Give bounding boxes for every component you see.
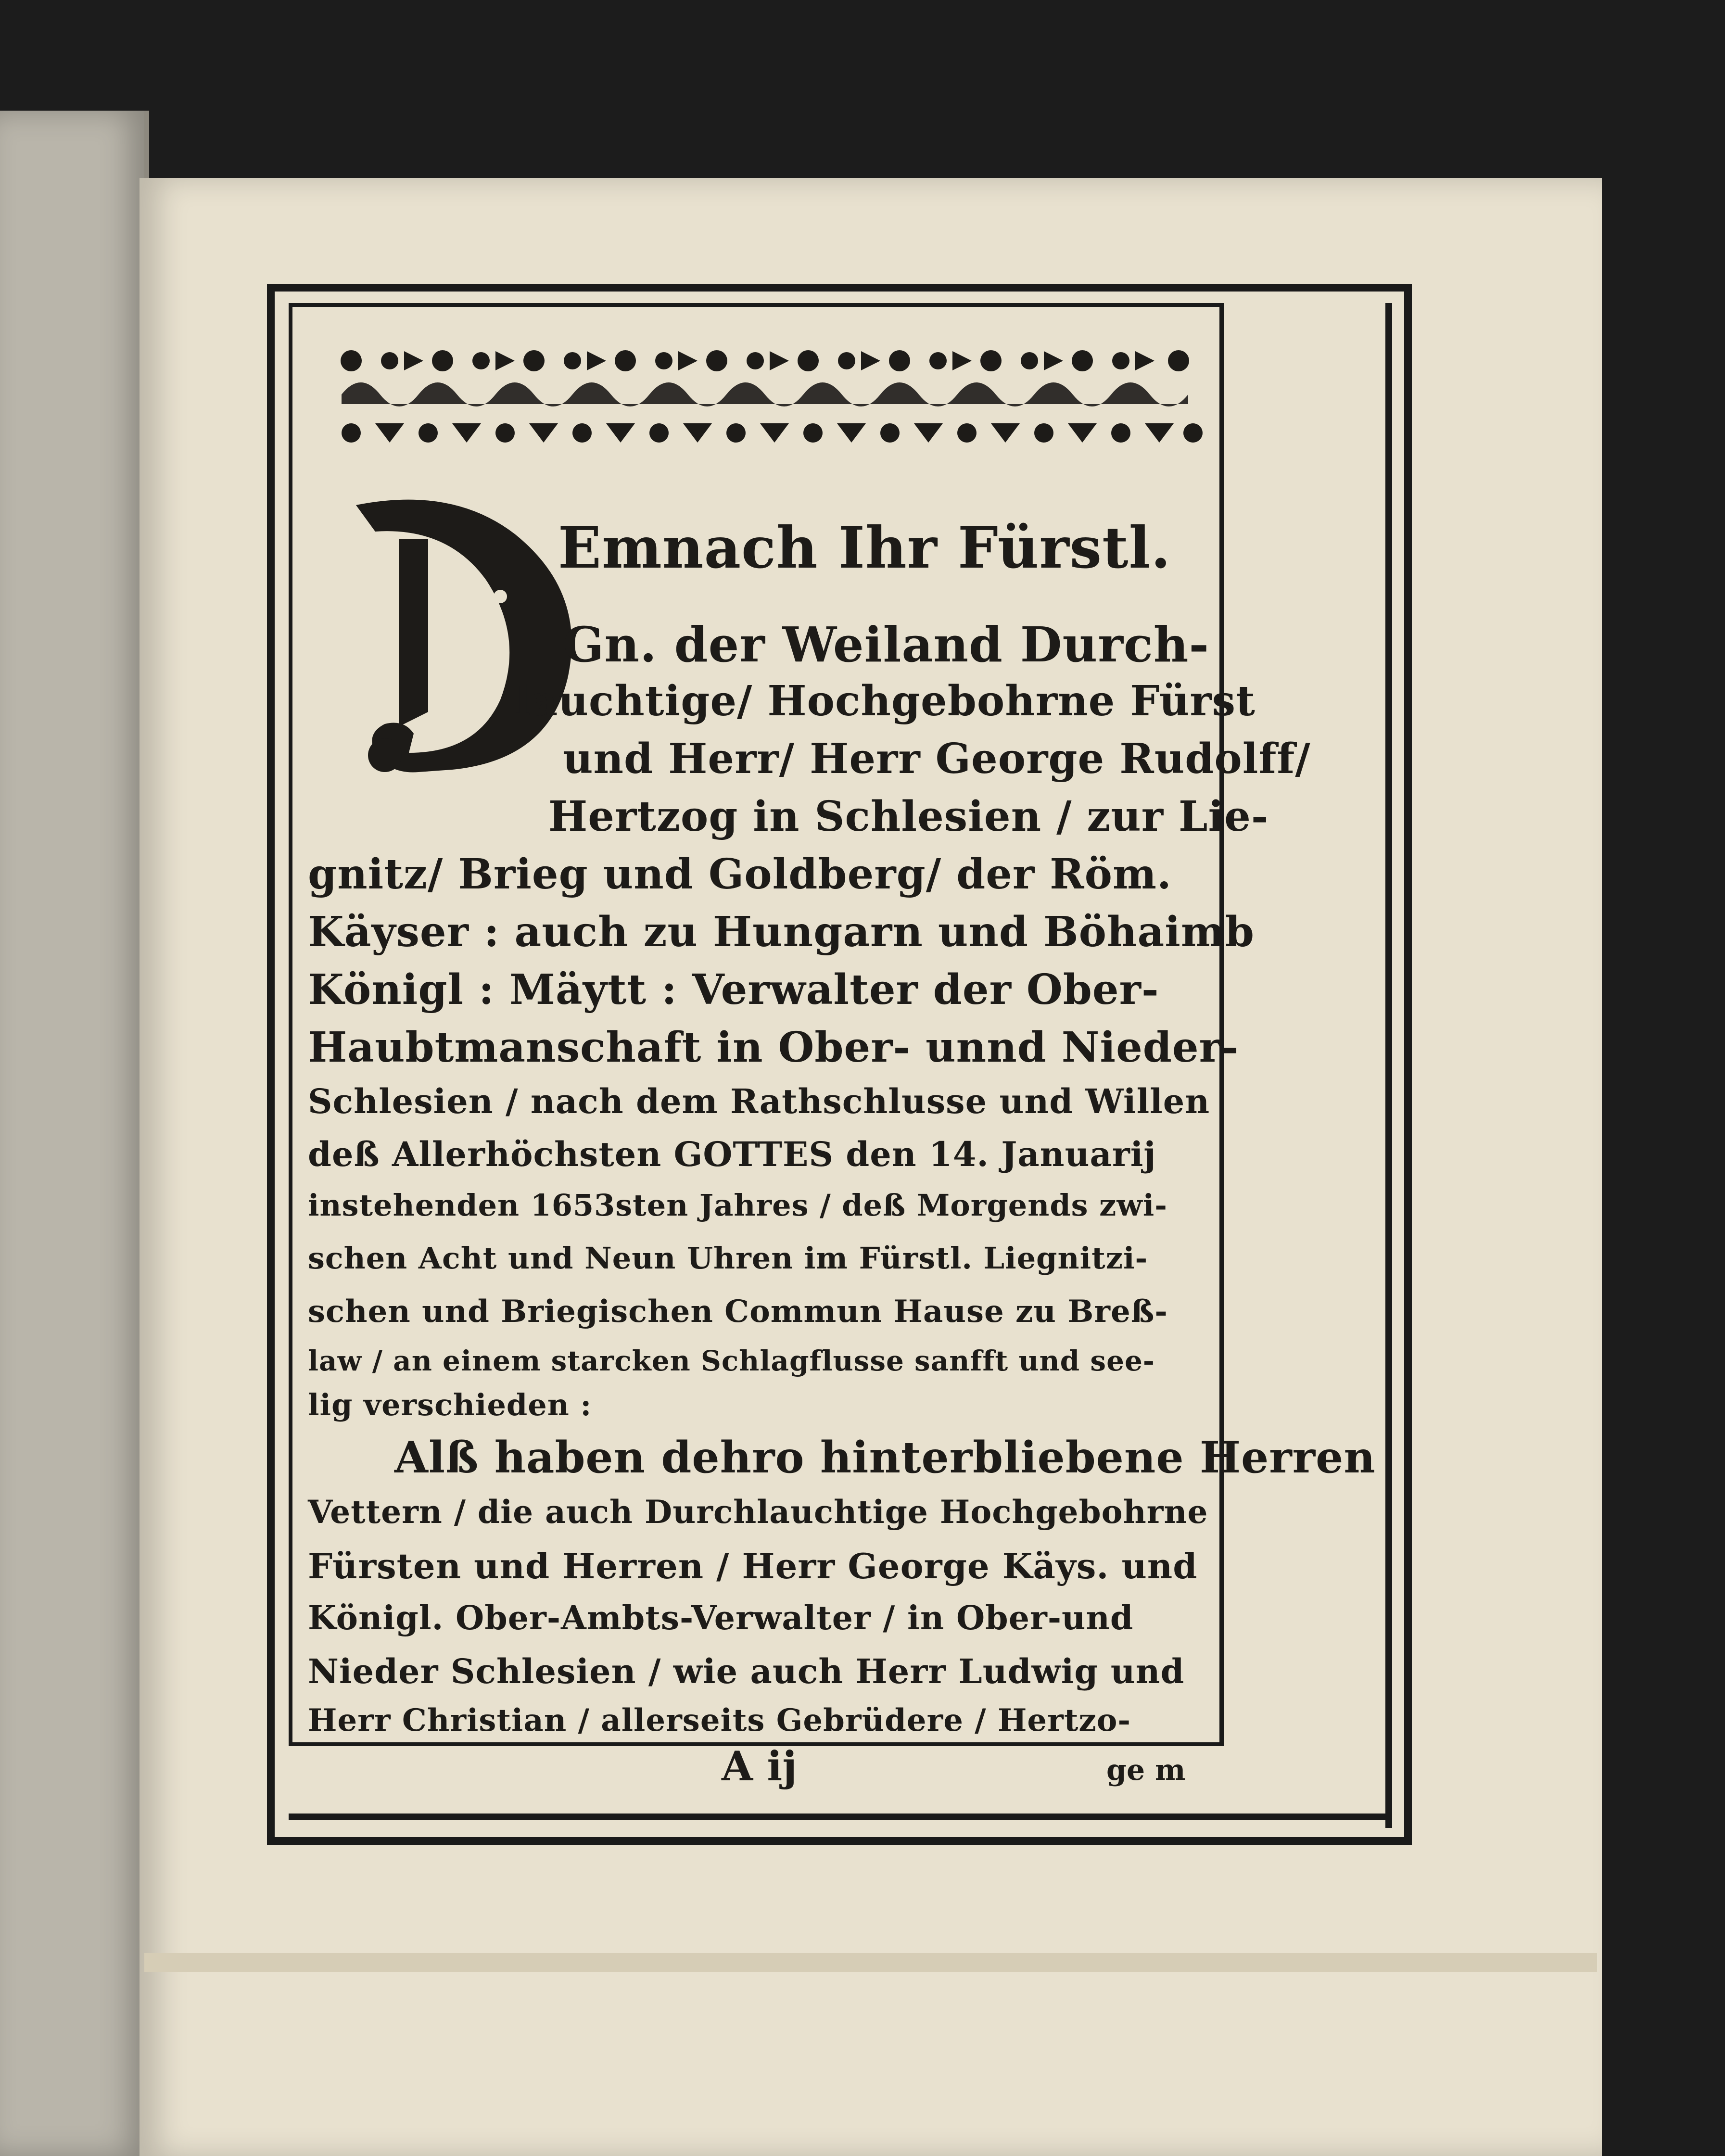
signature-mark: A ij	[722, 1742, 797, 1790]
text-line: und Herr/ Herr George Rudolff/	[563, 735, 1311, 783]
text-line: Emnach Ihr Fürstl.	[558, 514, 1171, 581]
catchword: ge m	[1106, 1753, 1186, 1787]
text-line: Nieder Schlesien / wie auch Herr Ludwig und	[308, 1651, 1185, 1691]
text-line: Hertzog in Schlesien / zur Lie-	[548, 792, 1269, 841]
text-line: Vettern / die auch Durchlauchtige Hochgebohrne	[308, 1493, 1208, 1531]
text-line: Fürsten und Herren / Herr George Käys. und	[308, 1546, 1198, 1586]
text-line: Königl. Ober-Ambts-Verwalter / in Ober-und	[308, 1599, 1134, 1637]
text-line: lauchtige/ Hochgebohrne Fürst	[515, 677, 1256, 725]
text-line: Haubtmanschaft in Ober- unnd Nieder-	[308, 1023, 1239, 1072]
text-line: deß Allerhöchsten GOTTES den 14. Januarij	[308, 1134, 1156, 1174]
text-line: instehenden 1653sten Jahres / deß Morgends zwi-	[308, 1188, 1168, 1223]
text-line: schen Acht und Neun Uhren im Fürstl. Liegnitzi-	[308, 1241, 1148, 1276]
text-line: lig verschieden :	[308, 1387, 592, 1422]
text-line: gnitz/ Brieg und Goldberg/ der Röm.	[308, 850, 1172, 899]
text-line: Königl : Mäytt : Verwalter der Ober-	[308, 965, 1159, 1014]
text-line: schen und Briegischen Commun Hause zu Breß-	[308, 1294, 1168, 1330]
border-rule-bottom	[289, 1814, 1390, 1820]
text-line: Käyser : auch zu Hungarn und Böhaimb	[308, 908, 1255, 956]
ornamental-headpiece	[332, 337, 1212, 462]
facing-page	[0, 111, 149, 2156]
text-line: Herr Christian / allerseits Gebrüdere / Hertzo-	[308, 1702, 1131, 1738]
page-edge	[144, 1953, 1597, 1972]
text-line: Alß haben dehro hinterbliebene Herren	[394, 1432, 1376, 1483]
text-line: Gn. der Weiland Durch-	[563, 616, 1209, 673]
text-line: Schlesien / nach dem Rathschlusse und Willen	[308, 1081, 1210, 1121]
border-rule-right	[1385, 303, 1392, 1828]
main-text	[308, 495, 1376, 1738]
text-line: law / an einem starcken Schlagflusse sanfft und see-	[308, 1344, 1155, 1377]
